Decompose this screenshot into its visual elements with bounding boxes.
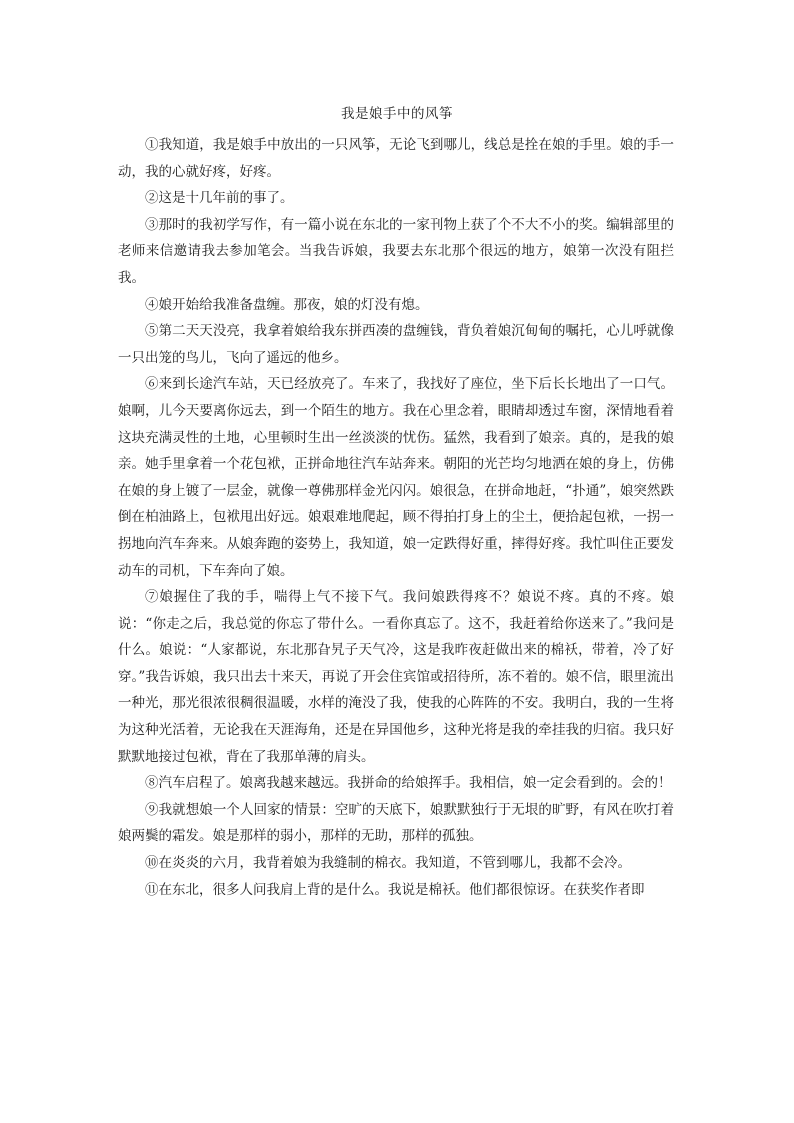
paragraph-5: ⑤第二天天没亮，我拿着娘给我东拼西凑的盘缠钱，背负着娘沉甸甸的嘱托，心儿呼就像一只出笼的鸟儿，飞向了遥远的他乡。	[118, 323, 674, 366]
paragraph-3: ③那时的我初学写作，有一篇小说在东北的一家刊物上获了个不大不小的奖。编辑部里的老师来信邀请我去参加笔会。当我告诉娘，我要去东北那个很远的地方，娘第一次没有阻拦我。	[118, 216, 674, 286]
paragraph-8: ⑧汽车启程了。娘离我越来越远。我拼命的给娘挥手。我相信，娘一定会看到的。会的！	[145, 775, 672, 792]
paragraph-2: ②这是十几年前的事了。	[145, 190, 294, 207]
paragraph-1: ①我知道，我是娘手中放出的一只风筝，无论飞到哪儿，线总是拴在娘的手里。娘的手一动，我的心就好疼，好疼。	[118, 137, 674, 180]
paragraph-4: ④娘开始给我准备盘缠。那夜，娘的灯没有熄。	[145, 296, 429, 313]
paragraph-6: ⑥来到长途汽车站，天已经放亮了。车来了，我找好了座位，坐下后长长地出了一口气。娘啊，儿今天要离你远去，到一个陌生的地方。我在心里念着，眼睛却透过车窗，深情地看着这块充满灵性的土地，心里顿时生出一丝淡淡的忧伤。猛然，我看到了娘亲。真的，是我的娘亲。她手里拿着一个花包袱，正拼命地往汽车站奔来。朝阳的光芒均匀地洒在娘的身上，仿佛在娘的身上镀了一层金，就像一尊佛那样金光闪闪。娘很急，在拼命地赶，“扑通”，娘突然跌倒在柏油路上，包袱甩出好远。娘艰难地爬起，顾不得拍打身上的尘土，便拾起包袱，一拐一拐地向汽车奔来。从娘奔跑的姿势上，我知道，娘一定跌得好重，摔得好疼。我忙叫住正要发动车的司机，下车奔向了娘。	[118, 376, 674, 579]
paragraph-7: ⑦娘握住了我的手，喘得上气不接下气。我问娘跌得疼不？娘说不疼。真的不疼。娘说：“你走之后，我总觉的你忘了带什么。一看你真忘了。这不，我赶着给你送来了。”我问是什么。娘说：“人家都说，东北那旮旯子天气冷，这是我昨夜赶做出来的棉袄，带着，冷了好穿。”我告诉娘，我只出去十来天，再说了开会住宾馆或招待所，冻不着的。娘不信，眼里流出一种光，那光很浓很稠很温暖，水样的淹没了我，使我的心阵阵的不安。我明白，我的一生将为这种光活着，无论我在天涯海角，还是在异国他乡，这种光将是我的牵挂我的归宿。我只好默默地接过包袱，背在了我那单薄的肩头。	[118, 589, 674, 765]
article-title: 我是娘手中的风筝	[341, 106, 453, 122]
paragraph-9: ⑨我就想娘一个人回家的情景：空旷的天底下，娘默默独行于无垠的旷野，有风在吹打着娘两鬓的霜发。娘是那样的弱小，那样的无助，那样的孤独。	[118, 801, 674, 845]
article-body	[118, 132, 674, 903]
paragraph-10: ⑩在炎炎的六月，我背着娘为我缝制的棉衣。我知道，不管到哪儿，我都不会冷。	[145, 855, 631, 872]
paragraph-11: ⑪在东北，很多人问我肩上背的是什么。我说是棉袄。他们都很惊讶。在获奖作者即	[145, 881, 645, 898]
